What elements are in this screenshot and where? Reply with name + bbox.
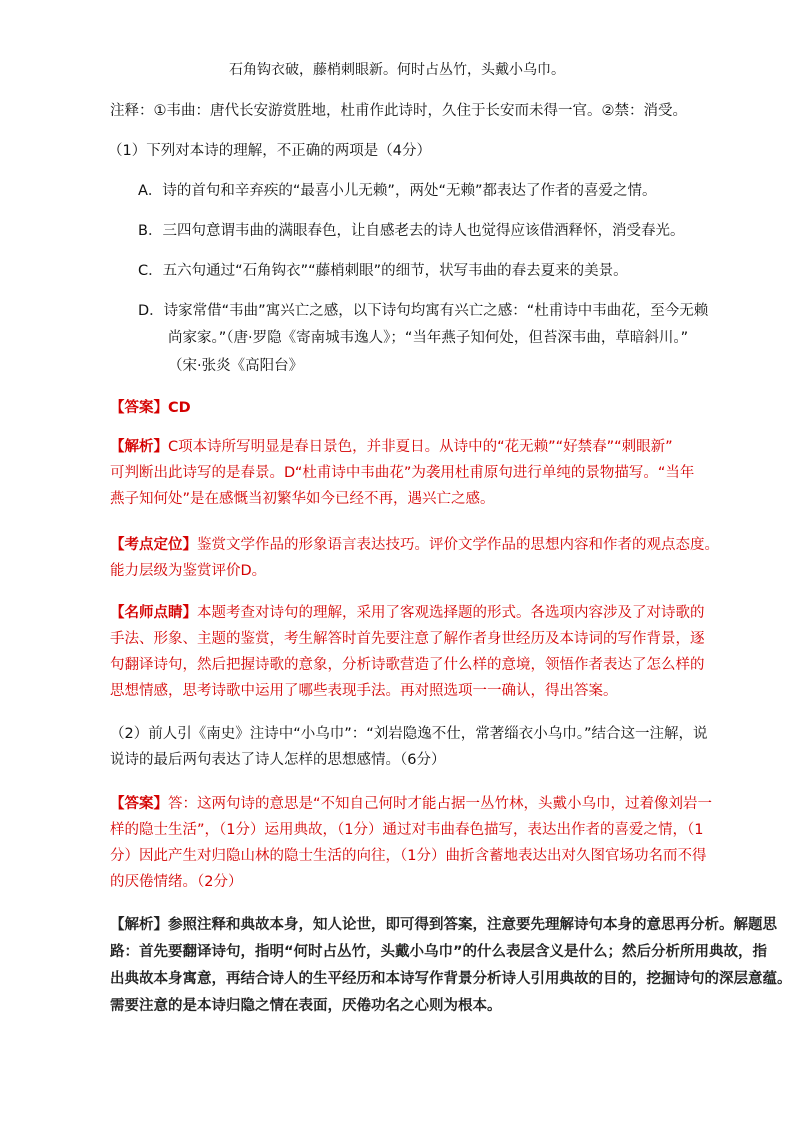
q1-analysis-line-1: [110, 437, 673, 457]
option-d: [138, 301, 708, 321]
option-a: [138, 181, 656, 201]
q1-answer-value: CD: [168, 400, 191, 416]
q2-analysis-line-2: 路：首先要翻译诗句，指明“何时占丛竹，头戴小乌巾”的什么表层含义是什么；然后分析所用典故，指: [110, 944, 768, 960]
q1-stem: （1）下列对本诗的理解，不正确的两项是（4分）: [108, 143, 431, 159]
option-c: [138, 261, 628, 281]
mingshi-line-3: 句翻译诗句，然后把握诗歌的意象，分析诗歌营造了什么样的意境，领悟作者表达了怎么样的: [110, 657, 705, 673]
q1-analysis-text-1: C项本诗所写明显是春日景色，并非夏日。从诗中的“花无赖”“好禁春”“刺眼新”: [168, 439, 673, 455]
q2-answer-line-1: [110, 794, 712, 814]
kaodian-line-2: 能力层级为鉴赏评价D。: [110, 563, 267, 579]
q1-answer: [110, 398, 191, 418]
option-a-label: A．: [138, 183, 163, 199]
q2-analysis-line-4: 需要注意的是本诗归隐之情在表面，厌倦功名之心则为根本。: [110, 998, 502, 1014]
option-d-text-2: 尚家家。”（唐·罗隐《寄南城韦逸人》；“当年燕子知何处，但苔深韦曲，草暗斜川。”: [168, 330, 689, 346]
option-c-label: C．: [138, 263, 163, 279]
q2-answer-text-1: 答：这两句诗的意思是“不知自己何时才能占据一丛竹林，头戴小乌巾，过着像刘岩一: [168, 796, 713, 812]
q2-answer-line-3: 分）因此产生对归隐山林的隐士生活的向往，（1分）曲折含蓄地表达出对久图官场功名而不得: [110, 848, 707, 864]
option-d-text-1: 诗家常借“韦曲”寓兴亡之感，以下诗句均寓有兴亡之感：“杜甫诗中韦曲花，至今无赖: [163, 303, 709, 319]
q2-answer-tag: 【答案】: [110, 796, 168, 812]
option-a-text: 诗的首句和辛弃疾的“最喜小儿无赖”，两处“无赖”都表达了作者的喜爱之情。: [162, 183, 657, 199]
mingshi-tag: 【名师点睛】: [110, 605, 197, 621]
kaodian-line-1: [110, 535, 719, 555]
q2-answer-line-4: 的厌倦情绪。（2分）: [110, 874, 243, 890]
q2-stem-line-1: （2）前人引《南史》注诗中“小乌巾”：“刘岩隐逸不仕，常著缁衣小乌巾。”结合这一注解，说: [110, 726, 708, 742]
q2-analysis-line-1: 【解析】参照注释和典故本身，知人论世，即可得到答案，注意要先理解诗句本身的意思再分析。解题思: [110, 917, 777, 933]
q1-analysis-tag: 【解析】: [110, 439, 168, 455]
poem-line: 石角钩衣破，藤梢刺眼新。何时占丛竹，头戴小乌巾。: [229, 62, 565, 78]
mingshi-line-1: [110, 603, 705, 623]
notes: 注释：①韦曲：唐代长安游赏胜地，杜甫作此诗时，久住于长安而未得一官。②禁：消受。: [110, 103, 687, 119]
option-c-text: 五六句通过“石角钩衣”“藤梢刺眼”的细节，状写韦曲的春去夏来的美景。: [162, 263, 628, 279]
option-b-label: B．: [138, 223, 163, 239]
kaodian-text-1: 鉴赏文学作品的形象语言表达技巧。评价文学作品的思想内容和作者的观点态度。: [197, 537, 719, 553]
q2-answer-line-2: 样的隐士生活”，（1分）运用典故，（1分）通过对韦曲春色描写，表达出作者的喜爱之情，（1: [110, 822, 704, 838]
kaodian-tag: 【考点定位】: [110, 537, 197, 553]
q1-analysis-line-2: 可判断出此诗写的是春景。D“杜甫诗中韦曲花”为袭用杜甫原句进行单纯的景物描写。“当年: [110, 465, 695, 481]
q1-answer-tag: 【答案】: [110, 400, 168, 416]
mingshi-text-1: 本题考查对诗句的理解，采用了客观选择题的形式。各选项内容涉及了对诗歌的: [197, 605, 705, 621]
option-b: [138, 221, 684, 241]
option-b-text: 三四句意谓韦曲的满眼春色，让自感老去的诗人也觉得应该借酒释怀，消受春光。: [162, 223, 685, 239]
q2-analysis-line-3: 出典故本身寓意，再结合诗人的生平经历和本诗写作背景分析诗人引用典故的目的，挖掘诗句的深层意蕴。: [110, 971, 792, 987]
option-d-label: D．: [138, 303, 164, 319]
q2-stem-line-2: 说诗的最后两句表达了诗人怎样的思想感情。（6分）: [110, 752, 446, 768]
q1-analysis-line-3: 燕子知何处”是在感慨当初繁华如今已经不再，遇兴亡之感。: [110, 491, 495, 507]
mingshi-line-4: 思想情感，思考诗歌中运用了哪些表现手法。再对照选项一一确认，得出答案。: [110, 683, 618, 699]
mingshi-line-2: 手法、形象、主题的鉴赏，考生解答时首先要注意了解作者身世经历及本诗词的写作背景，逐: [110, 631, 705, 647]
option-d-text-3: （宋·张炎《高阳台》: [168, 358, 304, 374]
